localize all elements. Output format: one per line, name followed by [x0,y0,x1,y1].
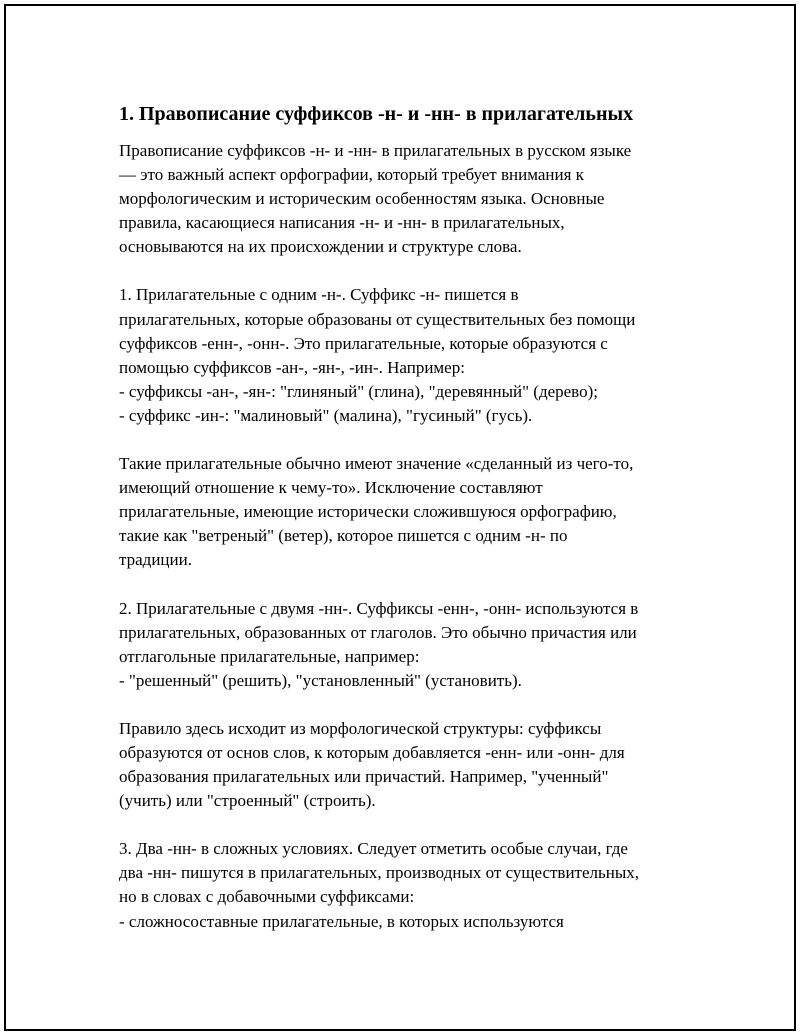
paragraph-rule-two: 2. Прилагательные с двумя -нн-. Суффиксы -енн-, -онн- используются в прилагательных, образованных от глаголов. Это обычно причастия или отглагольные прилагательные, например: - "решенный" (решить), "установленный" (установить). [119,598,639,690]
document-body [119,100,709,934]
paragraph-spacer [119,693,709,717]
paragraph-rule-one-meaning: Такие прилагательные обычно имеют значение «сделанный из чего-то, имеющий отношение к чему-то». Исключение составляют прилагательные, имеющие исторически сложившуюся орфографию, такие как "ветреный" (ветер), которое пишется с одним -н- по традиции. [119,454,634,570]
paragraph-rule-three: 3. Два -нн- в сложных условиях. Следует отметить особые случаи, где два -нн- пишутся в прилагательных, производных от существительных, но в словах с добавочными суффиксами: - сложносоставные прилагательные, в которых используются [119,839,640,931]
document-title: 1. Правописание суффиксов -н- и -нн- в прилагательных [119,103,634,125]
page-frame [4,4,796,1031]
paragraph-rule-two-explanation: Правило здесь исходит из морфологической структуры: суффиксы образуются от основ слов, к которым добавляется -енн- или -онн- для образования прилагательных или причастий. Например, "ученный" (учить) или "строенный" (строить). [119,718,625,811]
paragraph-rule-one: 1. Прилагательные с одним -н-. Суффикс -н- пишется в прилагательных, которые образованы от существительных без помощи суффиксов -енн-, -онн-. Это прилагательные, которые образуются с помощью суффиксов -ан-, -ян-, -ин-. Например: - суффиксы -ан-, -ян-: "глиняный" (глина), "деревянный" (дерево); - суффикс -ин-: "малиновый" (малина), "гусиный" (гусь). [119,285,636,425]
paragraph-spacer [119,813,709,837]
paragraph-spacer [119,573,709,597]
paragraph-spacer [119,259,709,283]
paragraph-intro: Правописание суффиксов -н- и -нн- в прилагательных в русском языке — это важный аспект орфографии, который требует внимания к морфологическим и историческим особенностям языка. Основные правила, касающиеся написания -н- и -нн- в прилагательных, основываются на их происхождении и структуре слова. [119,141,632,257]
paragraph-spacer [119,428,709,452]
